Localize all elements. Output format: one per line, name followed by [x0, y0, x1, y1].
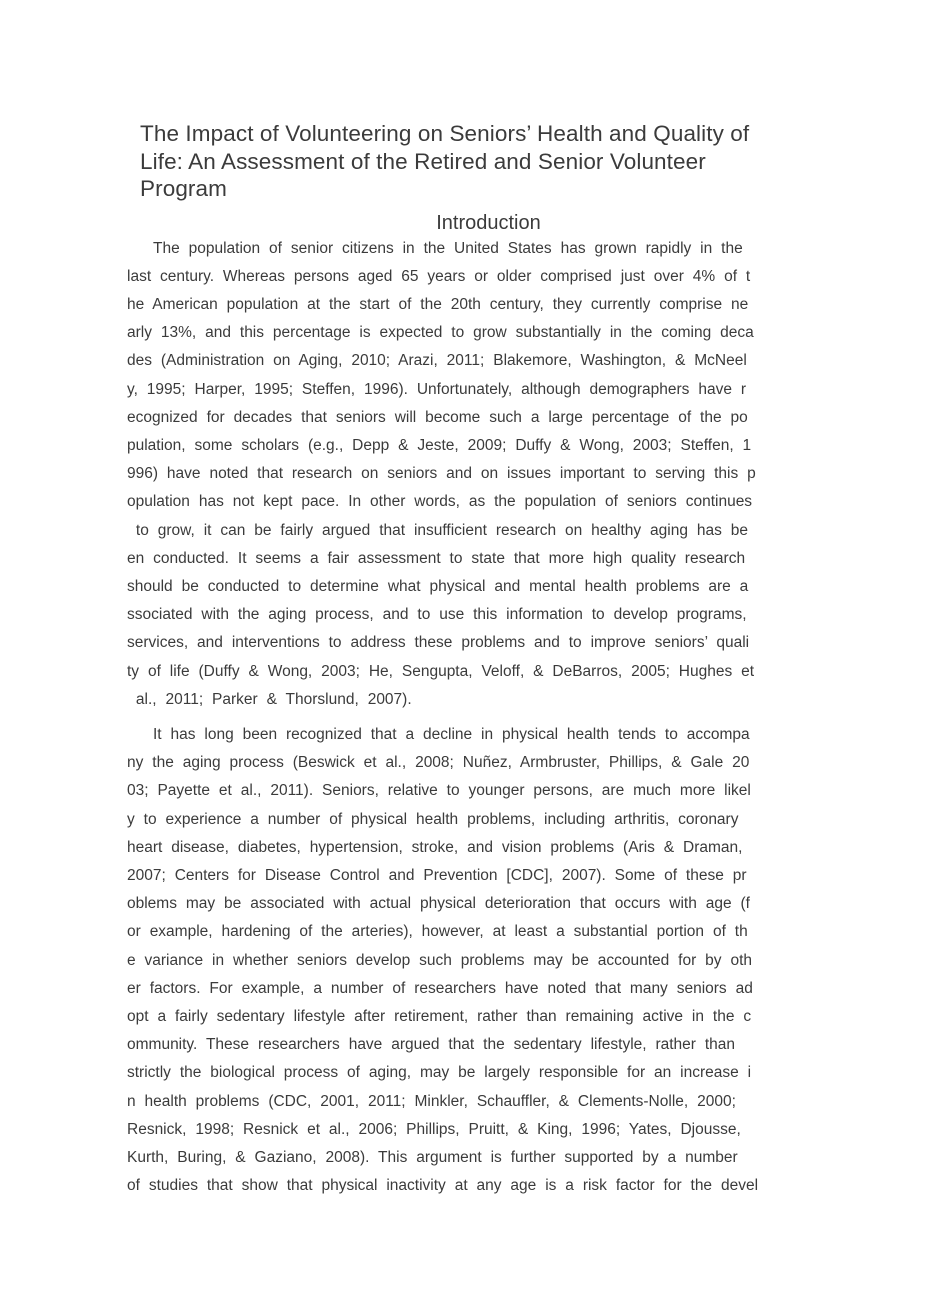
- text-line: pulation, some scholars (e.g., Depp & Jeste, 2009; Duffy & Wong, 2003; Steffen, 1: [127, 436, 752, 454]
- text-line: en conducted. It seems a fair assessment to state that more high quality research: [127, 549, 746, 567]
- text-line: It has long been recognized that a decline in physical health tends to accompa: [153, 725, 750, 743]
- text-line: or example, hardening of the arteries), however, at least a substantial portion of th: [127, 923, 748, 941]
- text-line: should be conducted to determine what physical and mental health problems are a: [127, 577, 749, 595]
- paragraph: [127, 235, 790, 714]
- text-line: 996) have noted that research on seniors and on issues important to serving this p: [127, 465, 756, 483]
- text-line: des (Administration on Aging, 2010; Arazi, 2011; Blakemore, Washington, & McNeel: [127, 352, 747, 370]
- text-line: ommunity. These researchers have argued that the sedentary lifestyle, rather than: [127, 1036, 736, 1054]
- text-line: y, 1995; Harper, 1995; Steffen, 1996). Unfortunately, although demographers have r: [127, 380, 747, 398]
- text-line: ecognized for decades that seniors will become such a large percentage of the po: [127, 408, 748, 426]
- text-line: opulation has not kept pace. In other words, as the population of seniors continues: [127, 493, 753, 511]
- text-line: oblems may be associated with actual physical deterioration that occurs with age (f: [127, 895, 750, 913]
- text-line: ssociated with the aging process, and to use this information to develop programs,: [127, 606, 747, 624]
- text-line: strictly the biological process of aging, may be largely responsible for an increase i: [127, 1064, 752, 1082]
- paper-title-line: Program: [140, 176, 227, 201]
- text-line: to grow, it can be fairly argued that insufficient research on healthy aging has be: [127, 521, 749, 539]
- text-line: al., 2011; Parker & Thorslund, 2007).: [127, 690, 412, 708]
- paper-title: [140, 120, 790, 203]
- text-line: heart disease, diabetes, hypertension, stroke, and vision problems (Aris & Draman,: [127, 838, 743, 856]
- text-line: The population of senior citizens in the United States has grown rapidly in the: [153, 239, 743, 257]
- text-line: 2007; Centers for Disease Control and Prevention [CDC], 2007). Some of these pr: [127, 866, 747, 884]
- text-line: y to experience a number of physical health problems, including arthritis, coronary: [127, 810, 739, 828]
- text-line: 03; Payette et al., 2011). Seniors, relative to younger persons, are much more likel: [127, 782, 751, 800]
- paper-title-line: The Impact of Volunteering on Seniors’ Health and Quality of: [140, 121, 750, 146]
- text-line: opt a fairly sedentary lifestyle after retirement, rather than remaining active in the c: [127, 1007, 752, 1025]
- text-line: of studies that show that physical inactivity at any age is a risk factor for the devel: [127, 1177, 759, 1195]
- text-line: last century. Whereas persons aged 65 years or older comprised just over 4% of t: [127, 267, 751, 285]
- page-content: [127, 120, 790, 1200]
- text-line: Kurth, Buring, & Gaziano, 2008). This argument is further supported by a number: [127, 1149, 738, 1166]
- text-line: ny the aging process (Beswick et al., 2008; Nuñez, Armbruster, Phillips, & Gale 20: [127, 754, 750, 772]
- text-line: e variance in whether seniors develop such problems may be accounted for by oth: [127, 951, 753, 969]
- text-line: Resnick, 1998; Resnick et al., 2006; Phillips, Pruitt, & King, 1996; Yates, Djousse,: [127, 1120, 741, 1138]
- paper-title-line: Life: An Assessment of the Retired and Senior Volunteer: [140, 148, 706, 174]
- text-line: arly 13%, and this percentage is expected to grow substantially in the coming deca: [127, 324, 754, 342]
- text-line: ty of life (Duffy & Wong, 2003; He, Sengupta, Veloff, & DeBarros, 2005; Hughes et: [127, 662, 755, 680]
- text-line: er factors. For example, a number of researchers have noted that many seniors ad: [127, 979, 753, 997]
- section-heading: Introduction: [436, 211, 541, 234]
- text-line: he American population at the start of the 20th century, they currently comprise ne: [127, 295, 749, 313]
- paragraph: [127, 721, 790, 1200]
- text-line: n health problems (CDC, 2001, 2011; Minkler, Schauffler, & Clements-Nolle, 2000;: [127, 1092, 736, 1110]
- text-line: services, and interventions to address these problems and to improve seniors’ quali: [127, 634, 750, 652]
- document-body: [127, 235, 790, 1201]
